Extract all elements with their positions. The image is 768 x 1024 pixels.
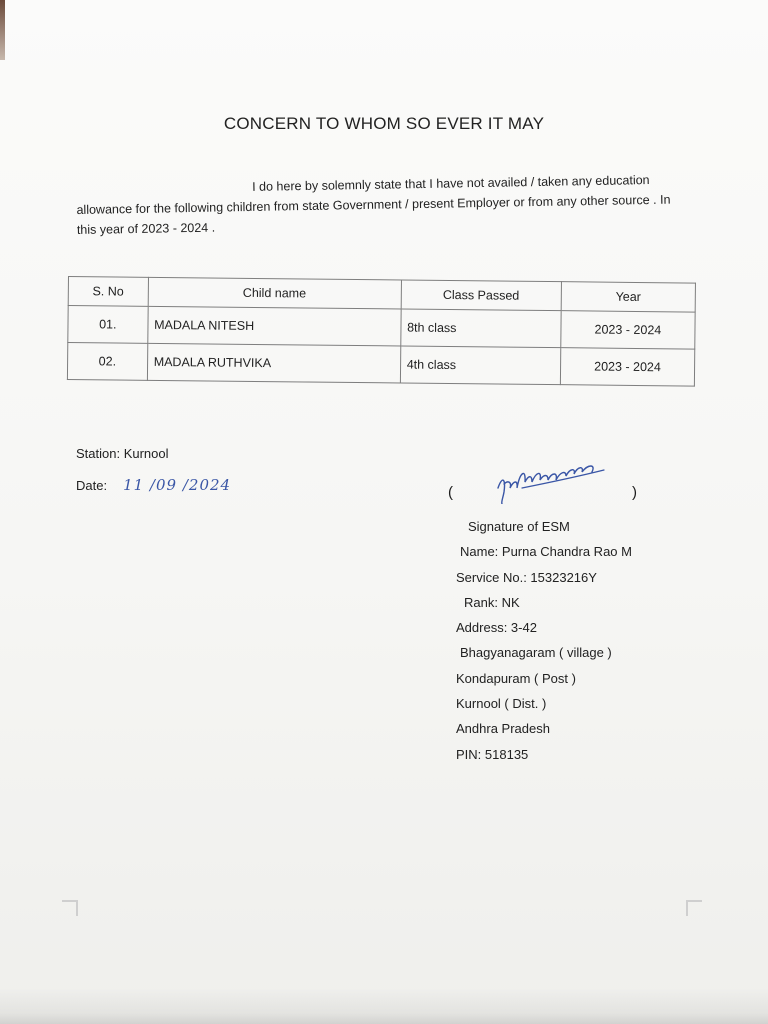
header-child-name: Child name [148,277,401,309]
cell-child-name: MADALA NITESH [147,306,400,346]
handwritten-signature [492,458,612,504]
service-number: Service No.: 15323216Y [456,569,597,585]
pin-code: PIN: 518135 [456,746,529,762]
signature-caption: Signature of ESM [468,519,570,534]
address-village: Bhagyanagaram ( village ) [460,645,612,661]
table-row [67,343,694,387]
address-district: Kurnool ( Dist. ) [456,696,547,712]
crop-mark-right [686,900,702,916]
cell-sno: 02. [67,343,147,381]
cell-child-name: MADALA RUTHVIKA [147,343,400,383]
cell-year: 2023 - 2024 [560,348,694,386]
handwritten-date: 11 /09 /2024 [123,476,232,494]
cell-class-passed: 4th class [400,346,561,385]
signature-details [456,514,632,767]
paragraph-indent [76,191,252,194]
signature-paren-open: ( [448,484,453,501]
signature-paren-close: ) [632,484,637,501]
declaration-paragraph [76,169,687,240]
address-label: Address: 3-42 [456,620,537,636]
header-year: Year [561,282,695,312]
header-class-passed: Class Passed [401,280,562,311]
date-label: Date: [76,478,108,493]
date-line [76,476,231,494]
esm-name: Name: Purna Chandra Rao M [460,544,632,560]
rank: Rank: NK [464,594,520,610]
address-state: Andhra Pradesh [456,721,550,737]
address-post: Kondapuram ( Post ) [456,670,576,686]
document-title: CONCERN TO WHOM SO EVER IT MAY [223,114,545,133]
cell-class-passed: 8th class [400,309,561,348]
cell-year: 2023 - 2024 [561,311,695,349]
page-bottom-shadow [0,988,768,1024]
station-line: Station: Kurnool [76,446,169,461]
children-table [67,276,696,387]
declaration-text: I do here by solemnly state that I have not availed / taken any education allowance for the following children from state Government / present Employer or from any other source . In this year of 2023 - 2024 . [76,172,671,237]
page-edge-shadow [0,0,5,60]
header-sno: S. No [68,277,148,307]
crop-mark-left [62,900,78,916]
cell-sno: 01. [68,306,148,344]
